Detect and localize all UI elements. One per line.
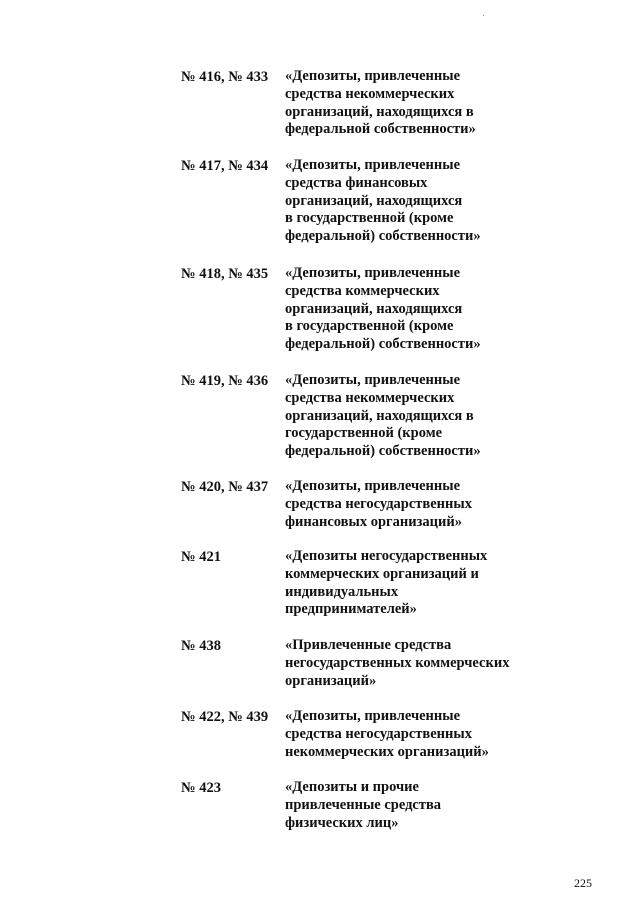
description-line: «Депозиты, привлеченные [285,157,461,173]
description-line: в государственной (кроме [285,210,454,227]
description-line: средства коммерческих [285,282,440,299]
entry-code: № 423 [181,780,221,796]
page-number: 225 [574,876,592,890]
description-line: организаций» [285,672,377,689]
description-line: «Депозиты, привлеченные [285,68,461,84]
scan-artifact [483,15,484,16]
description-line: средства негосударственных [285,725,472,742]
description-line: федеральной) собственности» [285,228,481,245]
entry-code: № 420, № 437 [181,479,269,495]
entry-code: № 438 [181,638,221,654]
description-line: «Привлеченные средства [285,637,452,653]
entry-description [285,548,575,619]
description-line: предпринимателей» [285,601,417,618]
description-line: федеральной) собственности» [285,336,481,353]
entry-code: № 416, № 433 [181,69,269,85]
description-line: средства финансовых [285,174,428,191]
description-line: «Депозиты негосударственных [285,548,488,564]
description-line: организаций, находящихся [285,192,463,209]
description-line: средства некоммерческих [285,85,455,102]
description-line: организаций, находящихся в [285,407,474,424]
description-line: некоммерческих организаций» [285,743,489,760]
description-line: средства негосударственных [285,495,472,512]
entry-code: № 419, № 436 [181,373,269,389]
description-line: «Депозиты, привлеченные [285,478,461,494]
entry-code: № 421 [181,549,221,565]
description-line: федеральной собственности» [285,121,476,138]
entry-description [285,68,575,139]
description-line: финансовых организаций» [285,513,462,530]
description-line: индивидуальных [285,583,399,600]
description-line: федеральной) собственности» [285,443,481,460]
description-line: в государственной (кроме [285,318,454,335]
entry-description [285,372,575,461]
entry-code: № 422, № 439 [181,709,269,725]
description-line: негосударственных коммерческих [285,654,510,671]
entry-description [285,265,575,354]
description-line: «Депозиты, привлеченные [285,372,461,388]
description-line: физических лиц» [285,814,399,831]
description-line: «Депозиты, привлеченные [285,265,461,281]
entry-description [285,779,575,832]
description-line: «Депозиты, привлеченные [285,708,461,724]
description-line: коммерческих организаций и [285,565,479,582]
description-line: государственной (кроме [285,425,443,442]
entry-description [285,478,575,531]
entry-description [285,637,575,690]
description-line: привлеченные средства [285,796,442,813]
entry-description [285,157,575,246]
entry-description [285,708,575,761]
entry-code: № 418, № 435 [181,266,269,282]
description-line: организаций, находящихся в [285,103,474,120]
description-line: «Депозиты и прочие [285,779,419,795]
description-line: средства некоммерческих [285,389,455,406]
description-line: организаций, находящихся [285,300,463,317]
entry-code: № 417, № 434 [181,158,269,174]
